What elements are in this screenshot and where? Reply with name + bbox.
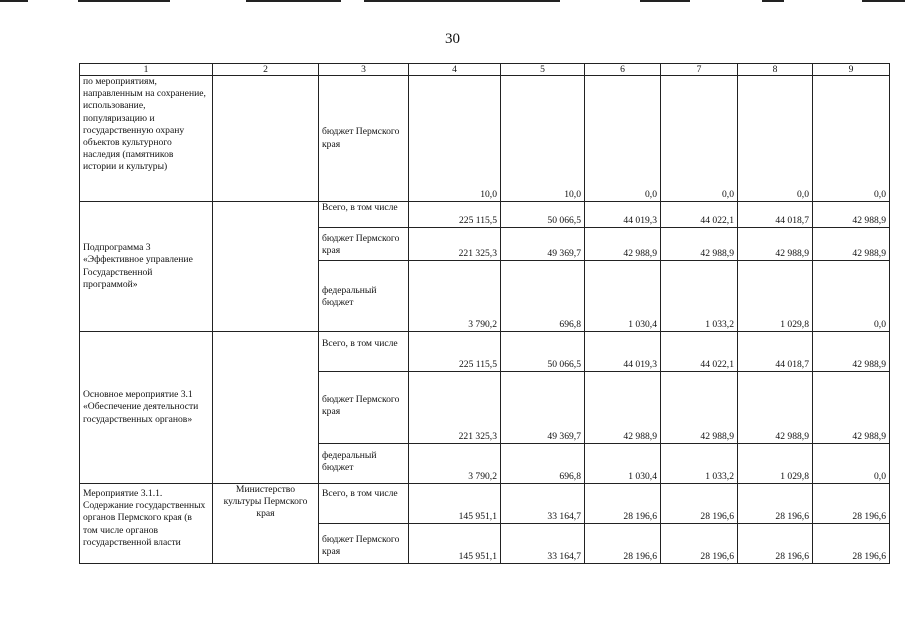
activity-name-cell: Мероприятие 3.1.1. Содержание государственных органов Пермского края (в том числе органов государственной власти (80, 484, 213, 564)
value-cell: 10,0 (501, 76, 585, 202)
value-cell: 44 022,1 (661, 202, 738, 228)
column-number: 7 (661, 64, 738, 76)
value-cell: 28 196,6 (813, 484, 890, 524)
value-cell: 145 951,1 (409, 484, 501, 524)
value-cell: 42 988,9 (661, 228, 738, 261)
column-number: 1 (80, 64, 213, 76)
value-cell: 42 988,9 (661, 372, 738, 444)
value-cell: 3 790,2 (409, 261, 501, 332)
executor-cell: Министерство культуры Пермского края (213, 484, 319, 564)
value-cell: 28 196,6 (661, 524, 738, 564)
value-cell: 28 196,6 (585, 484, 661, 524)
column-number: 3 (319, 64, 409, 76)
value-cell: 28 196,6 (738, 484, 813, 524)
value-cell: 0,0 (813, 261, 890, 332)
table-row (80, 332, 890, 372)
funding-source-cell: федеральный бюджет (319, 261, 409, 332)
value-cell: 44 018,7 (738, 332, 813, 372)
funding-source-cell: федеральный бюджет (319, 444, 409, 484)
value-cell: 0,0 (738, 76, 813, 202)
value-cell: 42 988,9 (813, 228, 890, 261)
value-cell: 0,0 (813, 444, 890, 484)
column-number-row (80, 64, 890, 76)
column-number: 8 (738, 64, 813, 76)
scan-edge-mark (862, 0, 905, 2)
value-cell: 221 325,3 (409, 228, 501, 261)
scan-edge-mark (78, 0, 170, 2)
page-number: 30 (445, 31, 460, 47)
value-cell: 49 369,7 (501, 372, 585, 444)
value-cell: 0,0 (585, 76, 661, 202)
value-cell: 42 988,9 (585, 372, 661, 444)
scan-edge-mark (364, 0, 560, 2)
value-cell: 1 033,2 (661, 444, 738, 484)
value-cell: 1 033,2 (661, 261, 738, 332)
value-cell: 42 988,9 (813, 372, 890, 444)
value-cell: 42 988,9 (738, 228, 813, 261)
table-row (80, 484, 890, 524)
value-cell: 0,0 (813, 76, 890, 202)
value-cell: 1 030,4 (585, 444, 661, 484)
value-cell: 28 196,6 (585, 524, 661, 564)
scan-edge-mark (0, 0, 28, 2)
funding-source-cell: бюджет Пермского края (319, 524, 409, 564)
table-row (80, 76, 890, 202)
scan-edge-mark (762, 0, 784, 2)
value-cell: 145 951,1 (409, 524, 501, 564)
value-cell: 33 164,7 (501, 484, 585, 524)
column-number: 5 (501, 64, 585, 76)
executor-cell (213, 76, 319, 202)
funding-source-cell: бюджет Пермского края (319, 76, 409, 202)
value-cell: 225 115,5 (409, 332, 501, 372)
subprogram-name-cell: Подпрограмма 3 «Эффективное управление Государственной программой» (80, 202, 213, 332)
value-cell: 1 029,8 (738, 444, 813, 484)
value-cell: 33 164,7 (501, 524, 585, 564)
column-number: 4 (409, 64, 501, 76)
value-cell: 696,8 (501, 261, 585, 332)
funding-source-cell: Всего, в том числе (319, 484, 409, 524)
value-cell: 0,0 (661, 76, 738, 202)
value-cell: 42 988,9 (813, 332, 890, 372)
value-cell: 1 030,4 (585, 261, 661, 332)
scan-edge-mark (246, 0, 341, 2)
value-cell: 221 325,3 (409, 372, 501, 444)
value-cell: 42 988,9 (738, 372, 813, 444)
value-cell: 50 066,5 (501, 202, 585, 228)
scan-edge-mark (640, 0, 690, 2)
funding-source-cell: Всего, в том числе (319, 202, 409, 228)
value-cell: 696,8 (501, 444, 585, 484)
value-cell: 28 196,6 (661, 484, 738, 524)
column-number: 6 (585, 64, 661, 76)
executor-cell (213, 202, 319, 332)
column-number: 2 (213, 64, 319, 76)
value-cell: 44 019,3 (585, 202, 661, 228)
main-activity-name-cell: Основное мероприятие 3.1 «Обеспечение деятельности государственных органов» (80, 332, 213, 484)
executor-cell (213, 332, 319, 484)
value-cell: 1 029,8 (738, 261, 813, 332)
value-cell: 10,0 (409, 76, 501, 202)
funding-source-cell: бюджет Пермского края (319, 228, 409, 261)
value-cell: 42 988,9 (813, 202, 890, 228)
value-cell: 3 790,2 (409, 444, 501, 484)
value-cell: 225 115,5 (409, 202, 501, 228)
column-number: 9 (813, 64, 890, 76)
table-row (80, 202, 890, 228)
value-cell: 28 196,6 (738, 524, 813, 564)
value-cell: 42 988,9 (585, 228, 661, 261)
value-cell: 28 196,6 (813, 524, 890, 564)
budget-table (79, 63, 890, 564)
activity-name-cell: по мероприятиям, направленным на сохранение, использование, популяризацию и государственную охрану объектов культурного наследия (памятников истории и культуры) (80, 76, 213, 202)
funding-source-cell: бюджет Пермского края (319, 372, 409, 444)
value-cell: 44 019,3 (585, 332, 661, 372)
value-cell: 50 066,5 (501, 332, 585, 372)
value-cell: 44 018,7 (738, 202, 813, 228)
funding-source-cell: Всего, в том числе (319, 332, 409, 372)
value-cell: 49 369,7 (501, 228, 585, 261)
value-cell: 44 022,1 (661, 332, 738, 372)
